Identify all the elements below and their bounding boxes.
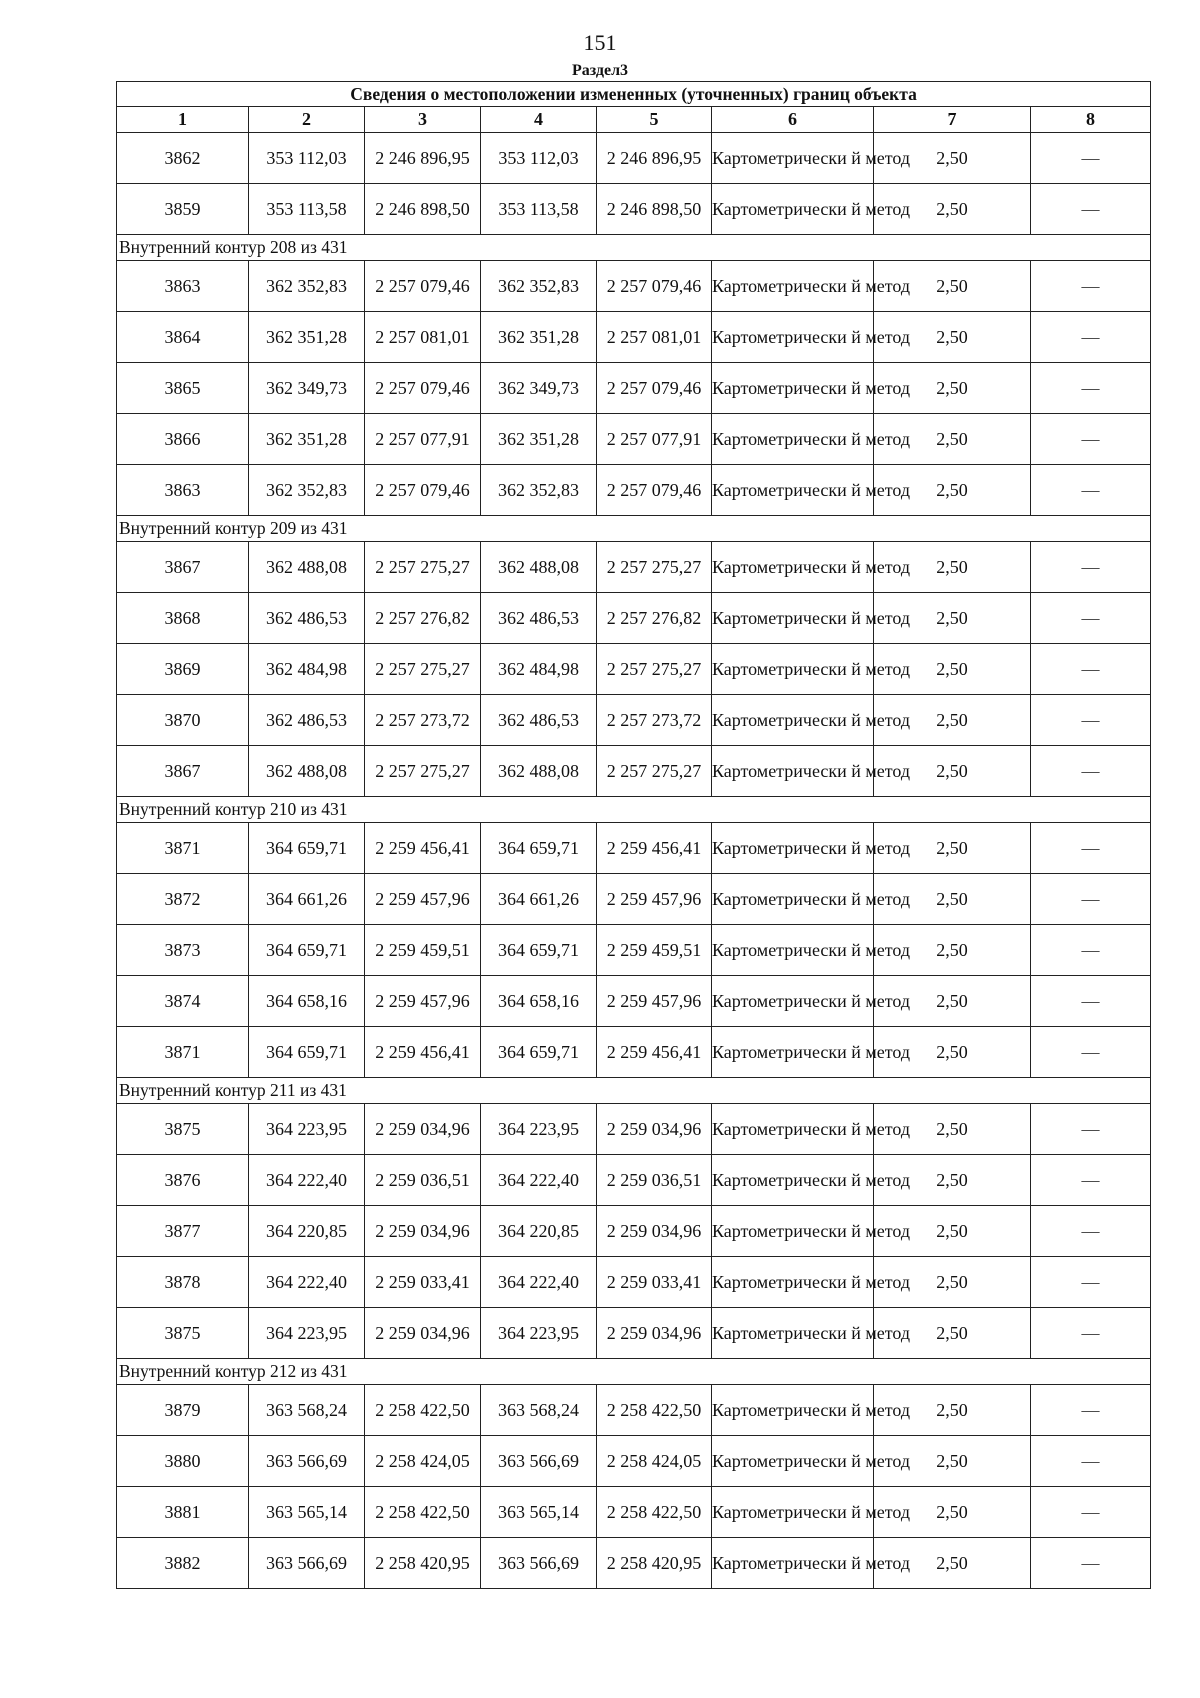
coord-x-new-cell: 362 488,08 [481,746,597,797]
column-header: 5 [597,107,712,133]
table-caption-row [117,82,1151,107]
point-number-cell: 3879 [117,1385,249,1436]
coord-x-old-cell: 362 349,73 [249,363,365,414]
column-header: 1 [117,107,249,133]
accuracy-cell: 2,50 [874,1027,1031,1078]
note-cell: — [1031,695,1151,746]
note-cell: — [1031,1487,1151,1538]
accuracy-cell: 2,50 [874,644,1031,695]
method-cell: Картометрически й метод [712,695,874,746]
note-cell: — [1031,465,1151,516]
table-row [117,465,1151,516]
column-header: 2 [249,107,365,133]
accuracy-cell: 2,50 [874,363,1031,414]
method-cell: Картометрически й метод [712,465,874,516]
note-cell: — [1031,746,1151,797]
coord-x-old-cell: 364 223,95 [249,1308,365,1359]
point-number-cell: 3865 [117,363,249,414]
coord-x-new-cell: 364 220,85 [481,1206,597,1257]
coord-y-old-cell: 2 259 034,96 [365,1206,481,1257]
point-number-cell: 3878 [117,1257,249,1308]
accuracy-cell: 2,50 [874,414,1031,465]
coord-y-new-cell: 2 257 275,27 [597,644,712,695]
note-cell: — [1031,1436,1151,1487]
accuracy-cell: 2,50 [874,976,1031,1027]
contour-row [117,797,1151,823]
note-cell: — [1031,644,1151,695]
coord-x-old-cell: 362 351,28 [249,414,365,465]
column-header: 4 [481,107,597,133]
coord-y-old-cell: 2 259 036,51 [365,1155,481,1206]
coord-y-old-cell: 2 259 457,96 [365,976,481,1027]
contour-row [117,1078,1151,1104]
point-number-cell: 3871 [117,823,249,874]
point-number-cell: 3863 [117,465,249,516]
method-cell: Картометрически й метод [712,542,874,593]
point-number-cell: 3864 [117,312,249,363]
coord-x-old-cell: 363 566,69 [249,1436,365,1487]
coord-y-new-cell: 2 257 275,27 [597,542,712,593]
coord-x-new-cell: 363 566,69 [481,1538,597,1589]
coord-x-new-cell: 362 349,73 [481,363,597,414]
section-title: Раздел3 [571,62,629,79]
table-row [117,184,1151,235]
coord-y-new-cell: 2 259 034,96 [597,1104,712,1155]
contour-label: Внутренний контур 212 из 431 [117,1359,1151,1385]
coord-x-old-cell: 363 565,14 [249,1487,365,1538]
coord-y-old-cell: 2 257 081,01 [365,312,481,363]
table-row [117,312,1151,363]
coord-x-new-cell: 364 659,71 [481,925,597,976]
note-cell: — [1031,312,1151,363]
coord-x-old-cell: 364 659,71 [249,823,365,874]
point-number-cell: 3874 [117,976,249,1027]
coord-y-new-cell: 2 258 422,50 [597,1385,712,1436]
coord-x-old-cell: 353 112,03 [249,133,365,184]
method-cell: Картометрически й метод [712,644,874,695]
accuracy-cell: 2,50 [874,746,1031,797]
contour-label: Внутренний контур 209 из 431 [117,516,1151,542]
note-cell: — [1031,1538,1151,1589]
accuracy-cell: 2,50 [874,925,1031,976]
coord-y-new-cell: 2 257 077,91 [597,414,712,465]
coord-y-new-cell: 2 257 276,82 [597,593,712,644]
coord-y-new-cell: 2 246 898,50 [597,184,712,235]
accuracy-cell: 2,50 [874,1385,1031,1436]
coord-y-new-cell: 2 246 896,95 [597,133,712,184]
point-number-cell: 3877 [117,1206,249,1257]
method-cell: Картометрически й метод [712,1027,874,1078]
coord-x-old-cell: 364 659,71 [249,1027,365,1078]
column-header: 7 [874,107,1031,133]
coord-y-new-cell: 2 259 456,41 [597,1027,712,1078]
note-cell: — [1031,1155,1151,1206]
point-number-cell: 3872 [117,874,249,925]
note-cell: — [1031,925,1151,976]
coord-x-new-cell: 364 661,26 [481,874,597,925]
table-row [117,1257,1151,1308]
coord-x-old-cell: 362 486,53 [249,695,365,746]
accuracy-cell: 2,50 [874,1257,1031,1308]
method-cell: Картометрически й метод [712,1206,874,1257]
accuracy-cell: 2,50 [874,261,1031,312]
note-cell: — [1031,184,1151,235]
table-row [117,874,1151,925]
page-number: 151 [583,30,617,55]
table-row [117,823,1151,874]
coord-x-new-cell: 362 488,08 [481,542,597,593]
method-cell: Картометрически й метод [712,184,874,235]
method-cell: Картометрически й метод [712,312,874,363]
coord-x-old-cell: 364 220,85 [249,1206,365,1257]
coord-y-old-cell: 2 257 275,27 [365,746,481,797]
point-number-cell: 3873 [117,925,249,976]
accuracy-cell: 2,50 [874,1104,1031,1155]
coord-x-old-cell: 362 488,08 [249,746,365,797]
point-number-cell: 3870 [117,695,249,746]
table-row [117,1206,1151,1257]
point-number-cell: 3862 [117,133,249,184]
method-cell: Картометрически й метод [712,363,874,414]
note-cell: — [1031,1104,1151,1155]
coord-y-new-cell: 2 257 275,27 [597,746,712,797]
method-cell: Картометрически й метод [712,414,874,465]
note-cell: — [1031,1206,1151,1257]
coord-y-new-cell: 2 259 457,96 [597,874,712,925]
coord-x-old-cell: 362 484,98 [249,644,365,695]
method-cell: Картометрически й метод [712,874,874,925]
column-header: 6 [712,107,874,133]
coord-x-old-cell: 363 568,24 [249,1385,365,1436]
coord-x-new-cell: 364 658,16 [481,976,597,1027]
coord-x-new-cell: 364 223,95 [481,1104,597,1155]
method-cell: Картометрически й метод [712,976,874,1027]
coord-y-old-cell: 2 258 420,95 [365,1538,481,1589]
accuracy-cell: 2,50 [874,1538,1031,1589]
coord-y-old-cell: 2 246 896,95 [365,133,481,184]
coord-y-old-cell: 2 259 456,41 [365,823,481,874]
table-row [117,1155,1151,1206]
point-number-cell: 3871 [117,1027,249,1078]
coord-y-old-cell: 2 257 079,46 [365,465,481,516]
method-cell: Картометрически й метод [712,1487,874,1538]
column-header: 3 [365,107,481,133]
coord-y-old-cell: 2 259 034,96 [365,1104,481,1155]
note-cell: — [1031,542,1151,593]
method-cell: Картометрически й метод [712,1155,874,1206]
note-cell: — [1031,1027,1151,1078]
table-row [117,746,1151,797]
table-row [117,1027,1151,1078]
column-number-row [117,107,1151,133]
contour-row [117,1359,1151,1385]
coord-x-new-cell: 362 484,98 [481,644,597,695]
coord-y-new-cell: 2 259 034,96 [597,1206,712,1257]
accuracy-cell: 2,50 [874,312,1031,363]
point-number-cell: 3881 [117,1487,249,1538]
coord-y-old-cell: 2 258 422,50 [365,1385,481,1436]
accuracy-cell: 2,50 [874,542,1031,593]
coord-y-old-cell: 2 259 457,96 [365,874,481,925]
accuracy-cell: 2,50 [874,133,1031,184]
coord-y-new-cell: 2 257 079,46 [597,363,712,414]
point-number-cell: 3876 [117,1155,249,1206]
coord-x-old-cell: 362 351,28 [249,312,365,363]
coord-y-old-cell: 2 257 275,27 [365,542,481,593]
point-number-cell: 3880 [117,1436,249,1487]
coord-x-old-cell: 364 658,16 [249,976,365,1027]
table-row [117,1104,1151,1155]
coord-x-new-cell: 364 659,71 [481,823,597,874]
coord-y-new-cell: 2 259 034,96 [597,1308,712,1359]
coord-y-old-cell: 2 259 456,41 [365,1027,481,1078]
note-cell: — [1031,133,1151,184]
coord-x-new-cell: 362 352,83 [481,465,597,516]
boundary-table [116,81,1151,1589]
coord-y-new-cell: 2 258 422,50 [597,1487,712,1538]
coord-y-old-cell: 2 259 459,51 [365,925,481,976]
note-cell: — [1031,414,1151,465]
coord-y-new-cell: 2 257 273,72 [597,695,712,746]
coord-x-new-cell: 362 352,83 [481,261,597,312]
coord-y-old-cell: 2 257 077,91 [365,414,481,465]
accuracy-cell: 2,50 [874,874,1031,925]
note-cell: — [1031,823,1151,874]
coord-x-new-cell: 364 223,95 [481,1308,597,1359]
table-row [117,644,1151,695]
coord-x-new-cell: 363 565,14 [481,1487,597,1538]
coord-x-old-cell: 362 352,83 [249,465,365,516]
coord-y-old-cell: 2 258 422,50 [365,1487,481,1538]
coord-y-new-cell: 2 257 079,46 [597,261,712,312]
coord-y-old-cell: 2 257 276,82 [365,593,481,644]
point-number-cell: 3882 [117,1538,249,1589]
coord-x-new-cell: 364 659,71 [481,1027,597,1078]
contour-label: Внутренний контур 208 из 431 [117,235,1151,261]
method-cell: Картометрически й метод [712,746,874,797]
note-cell: — [1031,1308,1151,1359]
table-row [117,1385,1151,1436]
coord-x-old-cell: 362 352,83 [249,261,365,312]
accuracy-cell: 2,50 [874,1206,1031,1257]
method-cell: Картометрически й метод [712,1538,874,1589]
point-number-cell: 3866 [117,414,249,465]
method-cell: Картометрически й метод [712,593,874,644]
coord-y-old-cell: 2 259 034,96 [365,1308,481,1359]
method-cell: Картометрически й метод [712,1385,874,1436]
coord-y-old-cell: 2 257 079,46 [365,261,481,312]
table-row [117,261,1151,312]
point-number-cell: 3868 [117,593,249,644]
column-header: 8 [1031,107,1151,133]
coord-y-new-cell: 2 259 457,96 [597,976,712,1027]
note-cell: — [1031,261,1151,312]
coord-y-new-cell: 2 259 456,41 [597,823,712,874]
coord-x-old-cell: 364 222,40 [249,1155,365,1206]
point-number-cell: 3869 [117,644,249,695]
note-cell: — [1031,874,1151,925]
method-cell: Картометрически й метод [712,133,874,184]
table-row [117,925,1151,976]
coord-y-new-cell: 2 259 033,41 [597,1257,712,1308]
accuracy-cell: 2,50 [874,465,1031,516]
coord-x-new-cell: 364 222,40 [481,1257,597,1308]
point-number-cell: 3867 [117,746,249,797]
method-cell: Картометрически й метод [712,1257,874,1308]
coord-x-new-cell: 362 351,28 [481,414,597,465]
coord-x-new-cell: 362 351,28 [481,312,597,363]
table-row [117,1436,1151,1487]
accuracy-cell: 2,50 [874,823,1031,874]
contour-label: Внутренний контур 210 из 431 [117,797,1151,823]
note-cell: — [1031,363,1151,414]
coord-x-old-cell: 363 566,69 [249,1538,365,1589]
table-row [117,1487,1151,1538]
coord-x-old-cell: 353 113,58 [249,184,365,235]
coord-y-old-cell: 2 259 033,41 [365,1257,481,1308]
coord-x-old-cell: 362 486,53 [249,593,365,644]
method-cell: Картометрически й метод [712,1308,874,1359]
accuracy-cell: 2,50 [874,695,1031,746]
coord-y-old-cell: 2 257 273,72 [365,695,481,746]
point-number-cell: 3875 [117,1104,249,1155]
accuracy-cell: 2,50 [874,1436,1031,1487]
coord-y-old-cell: 2 257 079,46 [365,363,481,414]
method-cell: Картометрически й метод [712,823,874,874]
coord-x-new-cell: 364 222,40 [481,1155,597,1206]
coord-x-new-cell: 363 568,24 [481,1385,597,1436]
coord-x-new-cell: 362 486,53 [481,695,597,746]
coord-x-old-cell: 364 659,71 [249,925,365,976]
table-row [117,593,1151,644]
table-row [117,695,1151,746]
table-row [117,1538,1151,1589]
note-cell: — [1031,976,1151,1027]
method-cell: Картометрически й метод [712,1436,874,1487]
accuracy-cell: 2,50 [874,1487,1031,1538]
table-row [117,133,1151,184]
table-row [117,363,1151,414]
table-row [117,1308,1151,1359]
coord-x-new-cell: 362 486,53 [481,593,597,644]
note-cell: — [1031,1257,1151,1308]
coord-y-new-cell: 2 258 424,05 [597,1436,712,1487]
coord-x-old-cell: 364 222,40 [249,1257,365,1308]
accuracy-cell: 2,50 [874,593,1031,644]
coord-y-new-cell: 2 257 081,01 [597,312,712,363]
table-row [117,976,1151,1027]
table-row [117,414,1151,465]
coord-x-old-cell: 362 488,08 [249,542,365,593]
coord-y-new-cell: 2 258 420,95 [597,1538,712,1589]
method-cell: Картометрически й метод [712,261,874,312]
note-cell: — [1031,1385,1151,1436]
coord-x-new-cell: 363 566,69 [481,1436,597,1487]
note-cell: — [1031,593,1151,644]
method-cell: Картометрически й метод [712,925,874,976]
coord-y-new-cell: 2 257 079,46 [597,465,712,516]
coord-y-new-cell: 2 259 459,51 [597,925,712,976]
table-caption: Сведения о местоположении измененных (уточненных) границ объекта [117,82,1151,107]
table-row [117,542,1151,593]
point-number-cell: 3867 [117,542,249,593]
contour-row [117,516,1151,542]
point-number-cell: 3875 [117,1308,249,1359]
coord-y-new-cell: 2 259 036,51 [597,1155,712,1206]
method-cell: Картометрически й метод [712,1104,874,1155]
coord-x-old-cell: 364 661,26 [249,874,365,925]
point-number-cell: 3863 [117,261,249,312]
coord-y-old-cell: 2 257 275,27 [365,644,481,695]
contour-label: Внутренний контур 211 из 431 [117,1078,1151,1104]
coord-y-old-cell: 2 258 424,05 [365,1436,481,1487]
accuracy-cell: 2,50 [874,1155,1031,1206]
coord-x-old-cell: 364 223,95 [249,1104,365,1155]
coord-y-old-cell: 2 246 898,50 [365,184,481,235]
accuracy-cell: 2,50 [874,1308,1031,1359]
point-number-cell: 3859 [117,184,249,235]
coord-x-new-cell: 353 113,58 [481,184,597,235]
contour-row [117,235,1151,261]
accuracy-cell: 2,50 [874,184,1031,235]
coord-x-new-cell: 353 112,03 [481,133,597,184]
